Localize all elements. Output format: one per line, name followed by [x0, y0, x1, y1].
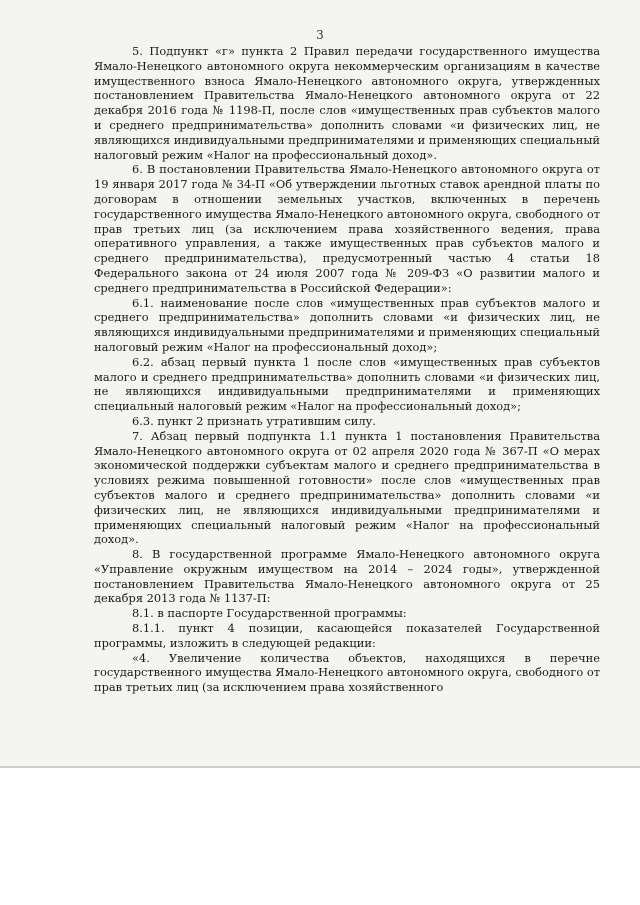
paragraph-5: 5. Подпункт «г» пункта 2 Правил передачи государственного имущества Ямало-Ненецкого автономного округа некоммерческим организациям в качестве имущественного взноса Ямало-Ненецкого автономного округа, утвержденных постановлением Правительства Ямало-Ненецкого автономного округа от 22 декабря 2016 года № 1198-П, после слов «имущественных прав субъектов малого и среднего предпринимательства» дополнить словами «и физических лиц, не являющихся индивидуальными предпринимателями и применяющих специальный налоговый режим «Налог на профессиональный доход».: [94, 44, 600, 162]
paragraph-6-1: 6.1. наименование после слов «имущественных прав субъектов малого и среднего предпринимательства» дополнить словами «и физических лиц, не являющихся индивидуальными предпринимателями и применяющих специальный налоговый режим «Налог на профессиональный доход»;: [94, 295, 600, 354]
paragraph-6-3: 6.3. пункт 2 признать утратившим силу.: [132, 413, 376, 428]
paragraph-8-1: 8.1. в паспорте Государственной программы:: [132, 606, 407, 621]
paragraph-6: 6. В постановлении Правительства Ямало-Ненецкого автономного округа от 19 января 2017 года № 34-П «Об утверждении льготных ставок арендной платы по договорам в отношении земельных участков, включенных в перечень государственного имущества Ямало-Ненецкого автономного округа, свободного от прав третьих лиц (за исключением права хозяйственного ведения, права оперативного управления, а также имущественных прав субъектов малого и среднего предпринимательства), предусмотренный частью 4 статьи 18 Федерального закона от 24 июля 2007 года № 209-ФЗ «О развитии малого и среднего предпринимательства в Российской Федерации»:: [94, 162, 600, 295]
paragraph-quote-4: «4. Увеличение количества объектов, находящихся в перечне государственного имущества Ямало-Ненецкого автономного округа, свободного от прав третьих лиц (за исключением права хозяйственного: [94, 650, 600, 695]
paragraph-8: 8. В государственной программе Ямало-Ненецкого автономного округа «Управление окружным имуществом на 2014 – 2024 годы», утвержденной постановлением Правительства Ямало-Ненецкого автономного округа от 25 декабря 2013 года № 1137-П:: [94, 547, 600, 606]
document-body: [94, 44, 600, 695]
page-number: 3: [316, 28, 324, 42]
paragraph-7: 7. Абзац первый подпункта 1.1 пункта 1 постановления Правительства Ямало-Ненецкого автономного округа от 02 апреля 2020 года № 367-П «О мерах экономической поддержки субъектам малого и среднего предпринимательства в условиях режима повышенной готовности» после слов «имущественных прав субъектов малого и среднего предпринимательства» дополнить словами «и физических лиц, не являющихся индивидуальными предпринимателями и применяющих специальный налоговый режим «Налог на профессиональный доход».: [94, 428, 600, 547]
paragraph-8-1-1: 8.1.1. пункт 4 позиции, касающейся показателей Государственной программы, изложить в следующей редакции:: [94, 621, 600, 650]
paragraph-6-2: 6.2. абзац первый пункта 1 после слов «имущественных прав субъектов малого и среднего предпринимательства» дополнить словами «и физических лиц, не являющихся индивидуальными предпринимателями и применяющих специальный налоговый режим «Налог на профессиональный доход»;: [94, 354, 600, 414]
